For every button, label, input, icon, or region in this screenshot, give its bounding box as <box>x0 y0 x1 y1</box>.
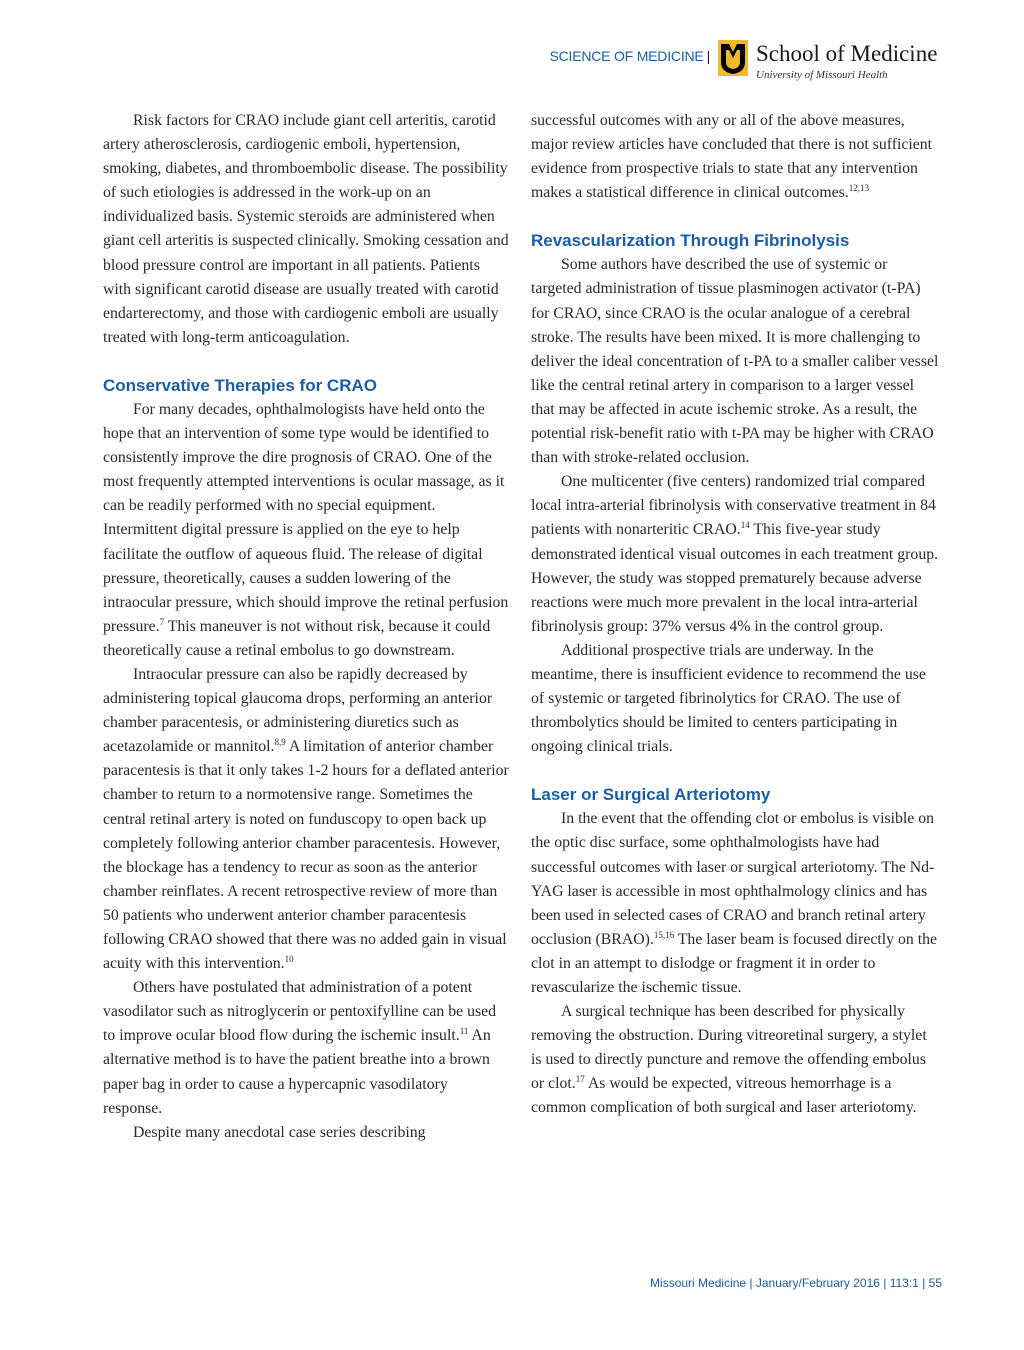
right-column <box>531 109 941 1121</box>
reference-superscript: 14 <box>740 520 750 531</box>
section-label <box>540 48 710 64</box>
paragraph-risk-factors: Risk factors for CRAO include giant cell arteritis, carotid artery atherosclerosis, cardiogenic emboli, hypertension, smoking, diabetes, and thromboembolic disease. The possibility of such etiologies is addressed in the work-up on an individualized basis. Systemic steroids are administered when giant cell arteritis is suspected clinically. Smoking cessation and blood pressure control are important in all patients. Patients with significant carotid disease are usually treated with carotid endarterectomy, and those with cardiogenic emboli are usually treated with long-term anticoagulation. <box>103 112 509 346</box>
paragraph-multicenter-trial: One multicenter (five centers) randomized trial compared local intra-arterial fibrinolysis with conservative treatment in 84 patients with nonarteritic CRAO.$^{14}$ This five-year study demonstrated identical visual outcomes in each treatment group. However, the study was stopped prematurely because adverse reactions were much more prevalent in the local intra-arterial fibrinolysis group: 37% versus 4% in the control group. <box>531 473 939 635</box>
paragraph-vasodilator: Others have postulated that administration of a potent vasodilator such as nitroglycerin or pentoxifylline can be used to improve ocular blood flow during the ischemic insult.$^{11}$ An alternative method is to have the patient breathe into a brown paper bag in order to cause a hypercapnic vasodilatory response. <box>103 979 497 1117</box>
page-footer: Missouri Medicine | January/February 2016 | 113:1 | 55 <box>650 1276 942 1290</box>
paragraph-ocular-massage: For many decades, ophthalmologists have held onto the hope that an intervention of some type would be identified to consistently improve the dire prognosis of CRAO. One of the most frequently attempted interventions is ocular massage, as it can be readily performed with no special equipment. Intermittent digital pressure is applied on the eye to help facilitate the outflow of aqueous fluid. The release of digital pressure, theoretically, causes a sudden lowering of the intraocular pressure, which should improve the retinal perfusion pressure.$^7$ This maneuver is not without risk, because it could theoretically cause a retinal embolus to go downstream. <box>103 400 509 659</box>
reference-superscript: 8,9 <box>274 737 286 748</box>
left-column <box>103 109 509 1145</box>
reference-superscript: 17 <box>575 1074 585 1085</box>
paragraph-laser: In the event that the offending clot or embolus is visible on the optic disc surface, some ophthalmologists have had successful outcomes with laser or surgical arteriotomy. The Nd-YAG laser is accessible in most ophthalmology clinics and has been used in selected cases of CRAO and branch retinal artery occlusion (BRAO).$^{15,16}$ The laser beam is focused directly on the clot in an attempt to dislodge or fragment it in order to revascularize the ischemic tissue. <box>531 810 938 996</box>
paragraph-outcomes: successful outcomes with any or all of the above measures, major review articles have concluded that there is not sufficient evidence from prospective trials to state that any intervention makes a statistical difference in clinical outcomes.$^{12,13}$ <box>531 112 933 202</box>
page-header <box>540 40 960 90</box>
reference-superscript: 15,16 <box>653 929 675 940</box>
reference-superscript: 7 <box>159 616 165 627</box>
school-name: School of Medicine <box>756 41 938 66</box>
paragraph-tpa: Some authors have described the use of systemic or targeted administration of tissue plasminogen activator (t-PA) for CRAO, since CRAO is the ocular analogue of a cerebral stroke. The results have been mixed. It is more challenging to deliver the ideal concentration of t-PA to a smaller caliber vessel like the central retinal artery in comparison to a larger vessel that may be affected in acute ischemic stroke. As a result, the potential risk-benefit ratio with t-PA may be higher with CRAO than with stroke-related occlusion. <box>531 256 939 467</box>
mizzou-logo-icon <box>718 40 748 76</box>
heading-laser-arteriotomy: Laser or Surgical Arteriotomy <box>531 785 771 805</box>
paragraph-intraocular-pressure: Intraocular pressure can also be rapidly decreased by administering topical glaucoma drops, performing an anterior chamber paracentesis, or administering diuretics such as acetazolamide or mannitol.$^{8,9}$ A limitation of anterior chamber paracentesis is that it only takes 1-2 hours for a deflated anterior chamber to return to a normotensive range. Sometimes the central retinal artery is noted on funduscopy to open back up completely following anterior chamber paracentesis. However, the blockage has a tendency to recur as soon as the anterior chamber reinflates. A recent retrospective review of more than 50 patients who underwent anterior chamber paracentesis following CRAO showed that there was no added gain in visual acuity with this intervention.$^{10}$ <box>103 665 509 973</box>
school-subtitle: University of Missouri Health <box>756 69 888 81</box>
paragraph-anecdotal: Despite many anecdotal case series describing <box>133 1123 426 1141</box>
reference-superscript: 11 <box>459 1026 469 1037</box>
paragraph-prospective-trials: Additional prospective trials are underway. In the meantime, there is insufficient evidence to recommend the use of systemic or targeted fibrinolytics for CRAO. The use of thrombolytics should be limited to centers participating in ongoing clinical trials. <box>531 641 926 756</box>
header-separator: | <box>706 48 710 64</box>
reference-superscript: 12,13 <box>848 183 869 194</box>
reference-superscript: 10 <box>284 954 294 965</box>
section-name: SCIENCE OF MEDICINE <box>549 48 704 64</box>
paragraph-surgical-technique: A surgical technique has been described for physically removing the obstruction. During vitreoretinal surgery, a stylet is used to directly puncture and remove the offending embolus or clot.$^{17}$ As would be expected, vitreous hemorrhage is a common complication of both surgical and laser arteriotomy. <box>531 1003 927 1117</box>
heading-revascularization: Revascularization Through Fibrinolysis <box>531 231 850 251</box>
heading-conservative-therapies: Conservative Therapies for CRAO <box>103 375 377 395</box>
